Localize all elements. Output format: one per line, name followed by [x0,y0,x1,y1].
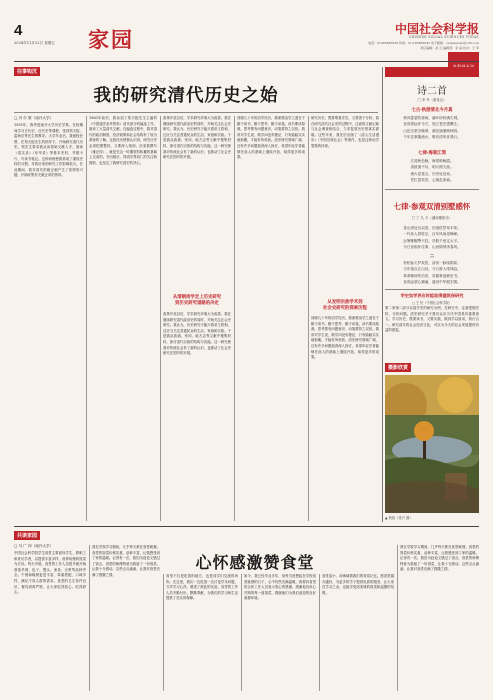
poem2-title: 七律·海棠江湾 [418,151,446,156]
col-divider [241,574,242,691]
essay-author: □ 王 民（中国社会科学院） [411,301,453,305]
top-subhead-1: 从清朝尚学走上历史研究 到历史研究道路的决定 [172,295,222,306]
col-divider [234,116,235,521]
poem-line: 一代伟人曾驻足，百年风雨见峥嵘。 [403,232,461,237]
top-col-2: 1960年前后，我参加了郑天挺先生主编的《中国通史参考资料》清代部分的编选工作，阅读了大量清代文献。在编选过程中，我对清代的政治制度、经济政策和社会结构有了较为系统的了解。这段经历使我认识到，研究历史必须把握整体，又要深入细部。后来我撰写《雍正传》，就是在这一时期资料积累的基础上完成的。书出版后，得到学界同仁的关注和鼓励，也坚定了我研究清史的决心。 [89,116,157,165]
editor-line: 责任编辑：孙 云 编辑部：李 丽 校对：王 军 [420,46,479,50]
top-col-5b: 回顾几十年的治学经历，我深感治学之道在于勤于读书、勤于思考、勤于动笔。读书要读原典，思考要有问题意识，动笔要持之以恒。我常对学生说，做学问没有捷径，只有踏踏实实地积累，才能有所收获。清史研究领域广阔，还有许多问题值得深入探讨，希望年轻学者能够在前人的基础上继续开拓，取得更多的成果。 [311,316,379,360]
poem2-body [385,158,479,184]
poetry-column-text: 诗风词韵 [422,79,442,84]
poem-line: 运筹帷幄擎天柱，决胜千里定太平。 [403,238,461,243]
poem-title: 诗二首 [417,86,447,97]
poem1-body [385,115,479,141]
top-story-title: 我的研究清代历史之始 [93,86,279,106]
sidebar-divider [385,189,479,190]
col-divider [319,574,320,691]
sidebar-divider [385,289,479,290]
essay-body: 第二家第二部分以清学史的研究为例，在研究中，注意把握史料，分析问题。清史研究对于我们认识当代中国具有重要意义。学习历史，既要读书，又要实践，做到学以致用，知行合一。研究清代的社会经济文化，可以为今天的社会发展提供有益的借鉴。 [385,306,479,333]
title-underline [14,112,378,113]
bottom-col-2: 我在学校学习期间，几乎每天都在食堂就餐。食堂的饭菜价格实惠，品种丰富，让我感受到了家的温暖。记得有一次，我因为赶论文错过了饭点，食堂的师傅特意为我留了一份饭菜，让我十分感动。这些点点滴滴，让我对食堂充满了感激之情。 [92,545,160,577]
poem4-title: 二 [430,253,434,258]
top-subhead-2: 从发明宗族学术到 社会史研究的探索历程 [323,300,367,311]
bottom-section-label: 共谈家园 [14,531,40,540]
bottom-col-6: 我在学校学习期间，几乎每天都在食堂就餐。食堂的饭菜价格实惠，品种丰富，让我感受到了家的温暖。记得有一次，我因为赶论文错过了饭点，食堂的师傅特意为我留了一份饭菜，让我十分感动。这些点点滴滴，让我对食堂充满了感激之情。 [400,545,479,572]
bottom-divider [14,526,479,527]
bottom-author: □ 马 广 四（南开大学） [14,544,54,548]
poem-line: 香山深处访双清，旧迹依然草木荣。 [403,226,461,230]
col-divider [397,545,398,691]
poem-line: 登高远望心潮涌，盛世中华展宏图。 [403,280,461,285]
col-divider [308,116,309,521]
poetry-column-label [385,67,479,84]
poem1-title: 七古·秋游清北今月真 [411,108,453,113]
bottom-col-3: 食堂不仅是吃饭的地方，也是同学们交流的场所。在这里，我们一边吃饭一边讨论学术问题，分享学习心得，增进了彼此的友谊。食堂的工作人员辛勤付出，默默奉献，为我们的学习和生活提供了坚实的保障。 [166,574,238,601]
essay-title: 学史如学养应时能取得建筑保研究 [400,293,464,298]
poem-line: 千年往事随流水，唯有清风伴我行。 [403,135,461,140]
poem-line: 革命精神传后世，英雄事迹载史书。 [403,273,461,278]
bottom-story-title: 心怀感激赞食堂 [195,553,315,572]
brand-english: CHINESE SOCIAL SCIENCES TODAY [408,35,479,39]
brand-name: 中国社会科学报 [394,22,479,36]
poem3-body [385,225,479,251]
top-col-3b: 改革开放以后，学术研究环境大为改善。我在继续研究清代政治史的同时，开始关注社会史研究。我认为，历史研究不能只看帝王将相，还应当关注普通民众的生活、家庭和宗族。于是我从族谱、家训、地方志等文献中搜集材料，探讨清代宗族的结构与功能。这一研究使我对传统社会有了新的认识，也推动了社会史研究在国内的开展。 [163,312,231,356]
section-title: 家园 [88,27,134,52]
poem-line: 秋风瑟瑟吹寒雨，落叶纷纷满古城。 [403,116,461,120]
photo-section-label: 摄影欣赏 [385,363,411,372]
top-section-label: 往事钩沉 [14,67,40,76]
header-divider [14,61,479,62]
top-col-1: 1955年，我考进南开大学历史学系，在校期间学习古代史、近代史等课程，受到郑天挺、雷海宗等先生的教导。大学毕业后，我留校任教，在郑天挺先生的指导下，开始研究清代历史。郑先生要求我从读原始文献入手，阅读《清实录》《东华录》等基本史料，并做卡片、写读书笔记。这种训练使我养成了重视史料的习惯，对我后来的研究工作影响很大。在此期间，我对清代的雍正朝产生了浓厚的兴趣，开始收集有关雍正帝的资料。 [14,123,83,178]
top-col-5: 研究历史，既要尊重史实，又要善于分析。我在研究清代社会史的过程中，注意将文献记载与社会调查相结合，力求复原历史的真实面貌。这些年来，我先后出版了《清人生活漫步》《中国宗族社会》等著作，也是这种治学思路的体现。 [311,116,379,148]
photo-image [385,375,479,513]
poem3-author: □ 丁 久 天（湖南衡阳市） [411,216,453,220]
bottom-col-5: 食堂虽小，却承载着我们的青春记忆。愿食堂越办越好，为更多的学子提供优质的服务，让大家在学习之余，也能享受到美味的饭菜和温馨的氛围。 [322,574,394,595]
top-col-3: 改革开放以后，学术研究环境大为改善。我在继续研究清代政治史的同时，开始关注社会史研究。我认为，历史研究不能只看帝王将相，还应当关注普通民众的生活、家庭和宗族。于是我从族谱、家训、地方志等文献中搜集材料，探讨清代宗族的结构与功能。这一研究使我对传统社会有了新的认识，也推动了社会史研究在国内的开展。 [163,116,231,160]
contact-line: 电话：01085885838 传真：010-85885845 电子邮箱：csstjiayuan@126.com [368,41,479,45]
photo-art [385,375,479,513]
sidebar-divider-line [382,67,383,522]
top-author: □ 冯 尔 康（南开大学） [14,116,54,120]
poem-line: 松柏参天护故居，清泉一脉绕阶除。 [403,261,461,265]
poem-author: □ 李 丹（秦皇岛） [417,98,447,102]
poem-line: 渔火星星点，归舟处处家。 [410,171,454,176]
poem-line: 登高望远怀今古，独立苍茫感慨生。 [403,122,461,127]
bottom-col-4: 如今，我已经毕业多年，但每当回想起在学校食堂就餐的日子，心中仍然充满温暖。我要向食堂的全体工作人员表示衷心的感谢，感谢他们用心烹制的每一道饭菜，感谢他们为我们创造的良好就餐环境。 [244,574,316,601]
poem-line: 山色空蒙含晚翠，湖光潋滟映秋明。 [403,128,461,133]
col-divider [163,574,164,691]
top-col-4: 回顾几十年的治学经历，我深感治学之道在于勤于读书、勤于思考、勤于动笔。读书要读原典，思考要有问题意识，动笔要持之以恒。我常对学生说，做学问没有捷径，只有踏踏实实地积累，才能有所收获。清史研究领域广阔，还有许多问题值得深入探讨，希望年轻学者能够在前人的基础上继续开拓，取得更多的成果。 [237,116,305,160]
poem-line: 凭栏思故旧，心绪乱如麻。 [410,178,454,183]
bottom-col-1: 中国社会科学院学生食堂主要面向学生、教职工和来访学者，以提供丰富多样、营养均衡的饭菜为宗旨。每天早晨，食堂的工作人员很早就开始准备早餐，包子、馒头、油条、豆浆等品种齐全。午餐和晚餐更是丰富，荤素搭配，口味多样，满足不同人群的需求。食堂的卫生条件良好，餐具消毒严格，让大家吃得放心、吃得舒心。 [14,551,86,595]
col-divider [160,116,161,521]
col-divider [86,116,87,521]
poem-line: 江湾秋色晚，海棠映晚霞。 [410,159,454,163]
page-header [14,22,479,62]
col-divider [89,545,90,691]
photo-caption: ▲ 秋韵（张兴 摄） [385,516,413,520]
poem-line: 当年指点江山处，今日游人络绎趋。 [403,267,461,272]
poem-line: 清波流不尽，明月照天涯。 [410,165,454,170]
poem-line: 今日登临怀往事，山河锦绣沐春风。 [403,245,461,250]
poem4-body [385,260,479,286]
page-number: 4 [14,22,23,39]
sidebar [385,67,479,522]
poem3-title: 七律·参观双清别墅感怀 [393,202,471,211]
date-line: 2024年11月22日 星期五 [14,41,55,45]
